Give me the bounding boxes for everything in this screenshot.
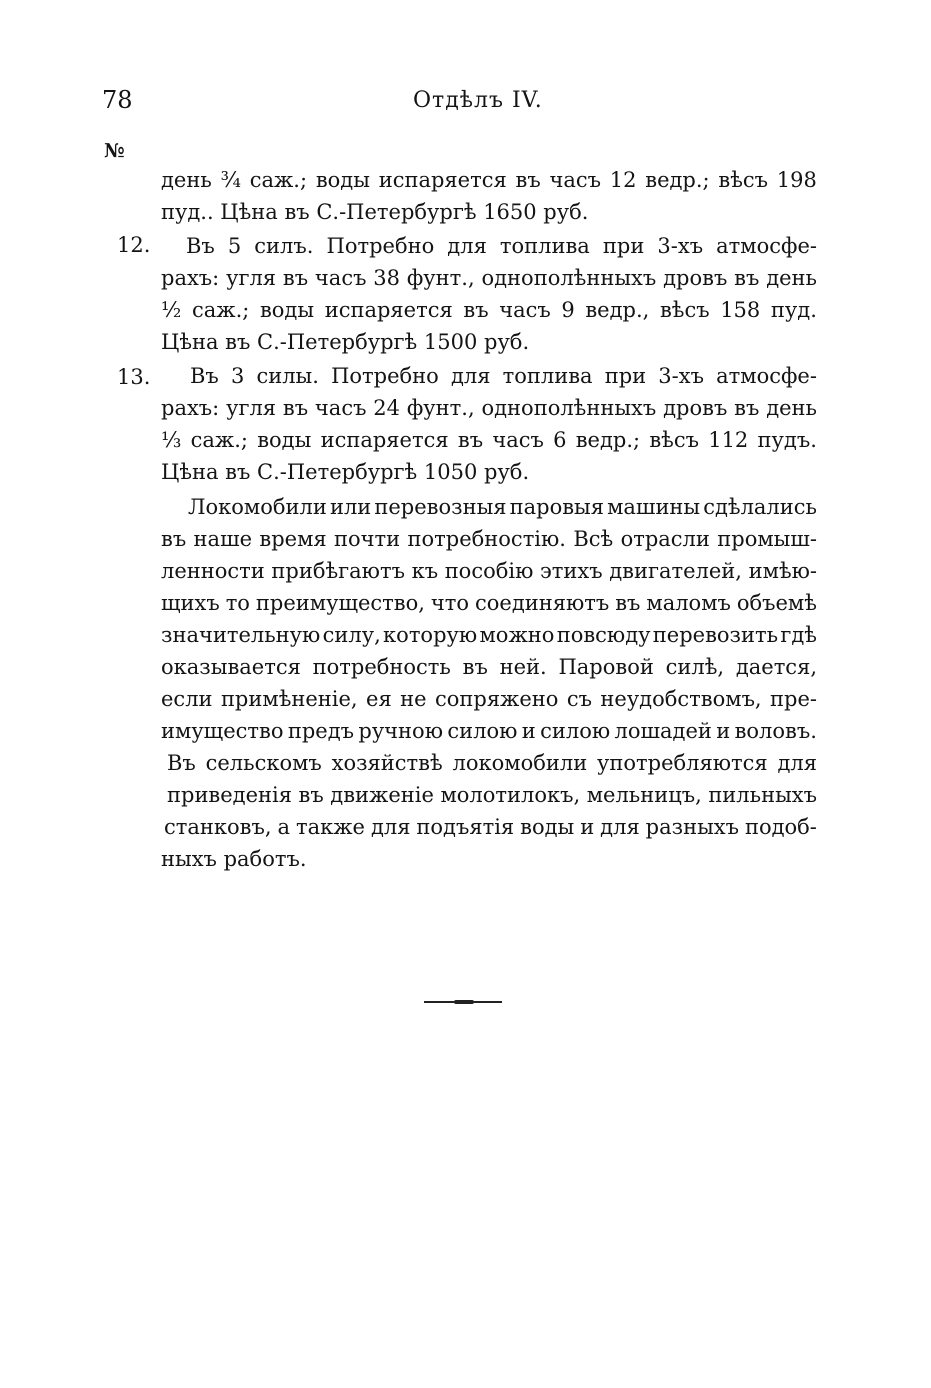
text-line: пуд.. Цѣна въ С.-Петербургѣ 1650 руб.	[161, 200, 589, 224]
text-line: Локомобили или перевозныя паровыя машины сдѣлались	[188, 495, 817, 519]
text-line: станковъ, а также для подъятія воды и для разныхъ подоб-	[164, 815, 817, 839]
ornament-swell	[454, 1000, 474, 1004]
text-line: приведенія въ движеніе молотилокъ, мельницъ, пильныхъ	[167, 783, 817, 807]
text-line: если примѣненіе, ея не сопряжено съ неудобствомъ, пре-	[161, 687, 817, 711]
text-line: оказывается потребность въ ней. Паровой силѣ, дается,	[161, 655, 817, 679]
number-sign: №	[104, 140, 125, 162]
entry-number: 12.	[117, 233, 151, 257]
text-line: имущество предъ ручною силою и силою лошадей и воловъ.	[161, 719, 817, 743]
end-ornament	[424, 1000, 502, 1004]
text-line: Въ сельскомъ хозяйствѣ локомобили употребляются для	[167, 751, 817, 775]
text-line: щихъ то преимущество, что соединяютъ въ маломъ объемѣ	[161, 591, 817, 615]
text-line: ленности прибѣгаютъ къ пособію этихъ двигателей, имѣю-	[161, 559, 817, 583]
text-line: день ¾ саж.; воды испаряется въ часъ 12 ведр.; вѣсъ 198	[161, 168, 817, 192]
text-line: Цѣна въ С.-Петербургѣ 1050 руб.	[161, 460, 530, 484]
text-line: рахъ: угля въ часъ 24 фунт., однополѣнныхъ дровъ въ день	[161, 396, 817, 420]
text-line: ⅓ саж.; воды испаряется въ часъ 6 ведр.; вѣсъ 112 пудъ.	[161, 428, 817, 452]
text-line: ныхъ работъ.	[161, 847, 307, 871]
text-line: значительную силу, которую можно повсюду перевозить гдѣ	[161, 623, 817, 647]
text-line: Цѣна въ С.-Петербургѣ 1500 руб.	[161, 330, 530, 354]
entry-number: 13.	[117, 365, 151, 389]
running-head: Отдѣлъ IV.	[413, 88, 543, 113]
text-line: въ наше время почти потребностію. Всѣ отрасли промыш-	[161, 527, 817, 551]
text-line: ½ саж.; воды испаряется въ часъ 9 ведр., вѣсъ 158 пуд.	[161, 298, 817, 322]
text-line: Въ 5 силъ. Потребно для топлива при 3-хъ атмосфе-	[186, 234, 817, 258]
page-number: 78	[102, 86, 133, 114]
text-line: Въ 3 силы. Потребно для топлива при 3-хъ атмосфе-	[190, 364, 817, 388]
text-line: рахъ: угля въ часъ 38 фунт., однополѣнныхъ дровъ въ день	[161, 266, 817, 290]
